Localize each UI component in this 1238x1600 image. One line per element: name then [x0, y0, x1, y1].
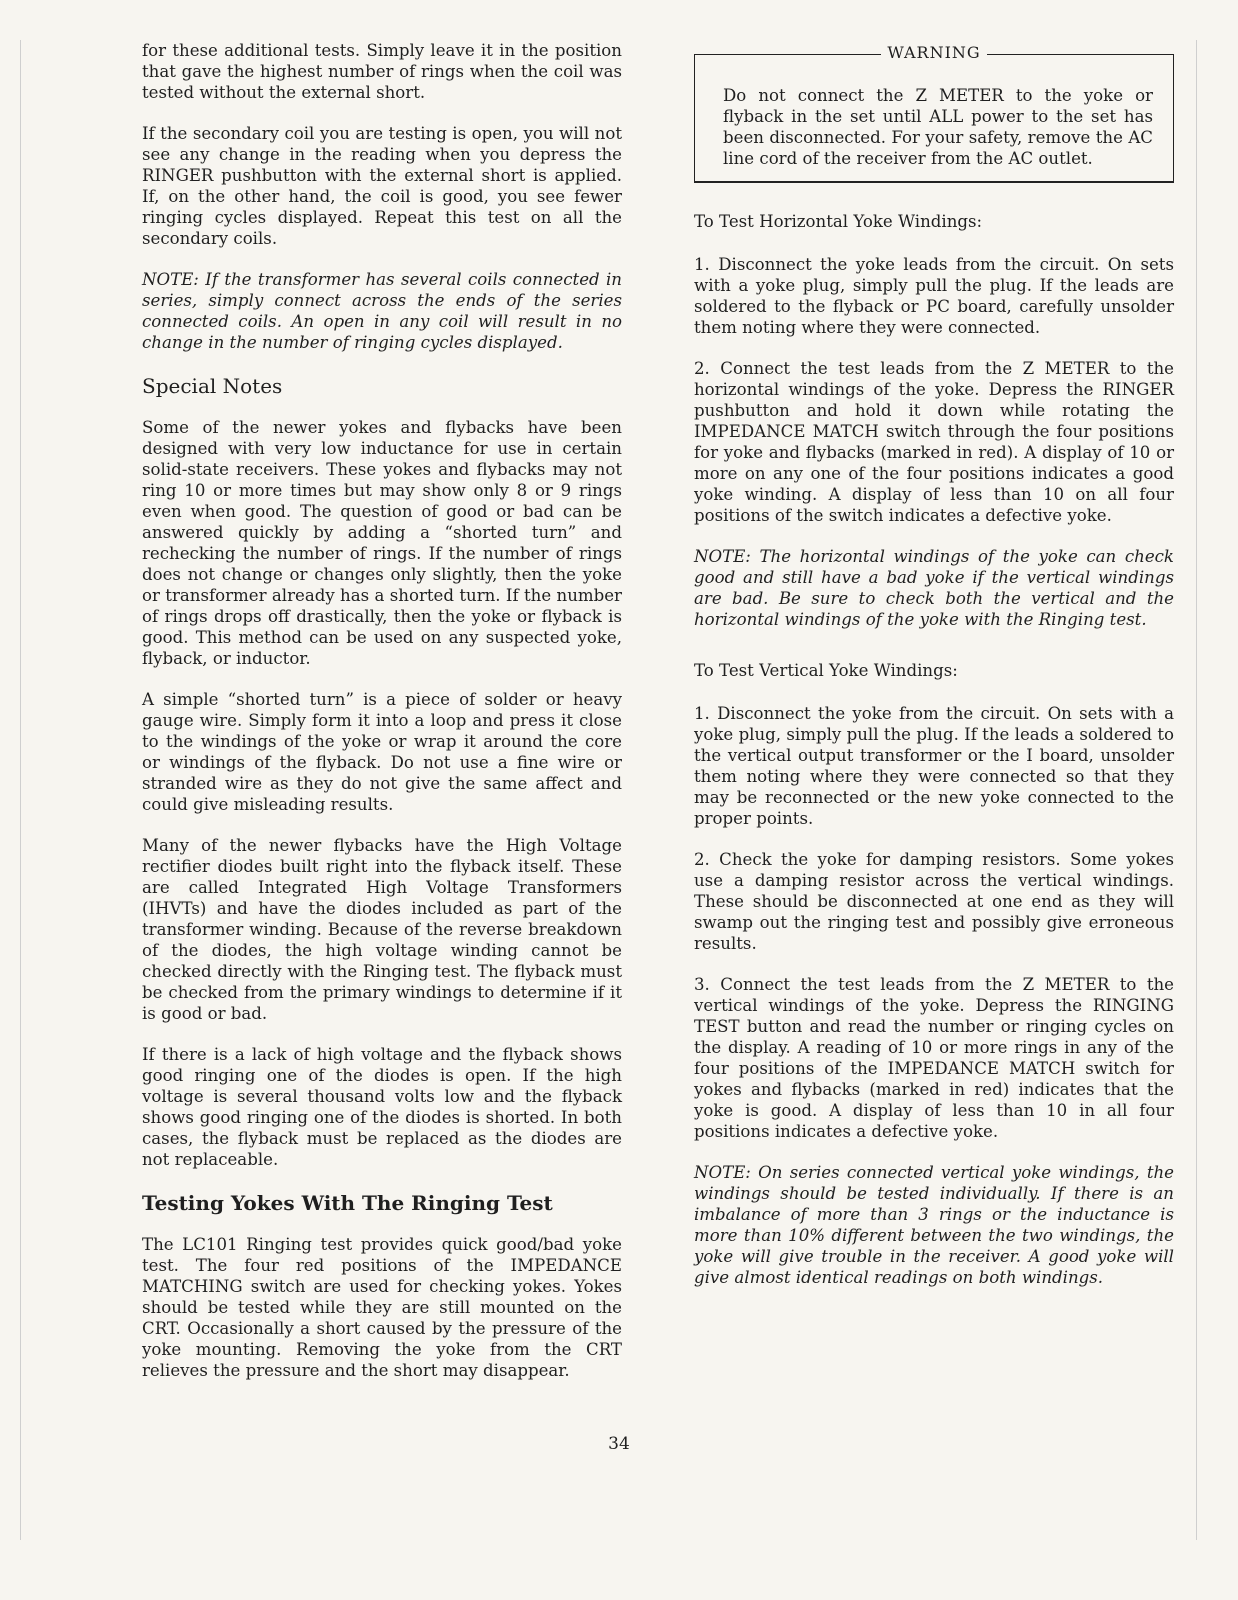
paragraph: Many of the newer flybacks have the High Voltage rectifier diodes built right into the flyback itself. These are called Integrated High Voltage Transformers (IHVTs) and have the diodes included as part of the transformer winding. Because of the reverse breakdown of the diodes, the high voltage winding cannot be checked directly with the Ringing test. The flyback must be checked from the primary windings to determine if it is good or bad.	[142, 836, 622, 1023]
note-paragraph: NOTE: On series connected vertical yoke windings, the windings should be tested individually. If there is an imbalance of more than 3 rings or the inductance is more than 10% different between the two windings, the yoke will give trouble in the receiver. A good yoke will give almost identical readings on both windings.	[694, 1163, 1174, 1287]
note-paragraph: NOTE: If the transformer has several coils connected in series, simply connect across the ends of the series connected coils. An open in any coil will result in no change in the number of ringing cycles displayed.	[142, 270, 622, 352]
warning-text: Do not connect the Z METER to the yoke or flyback in the set until ALL power to the set has been disconnected. For your safety, remove the AC line cord of the receiver from the AC outlet.	[723, 86, 1153, 168]
section-heading-testing-yokes: Testing Yokes With The Ringing Test	[142, 1191, 553, 1215]
section-heading-special-notes: Special Notes	[142, 374, 283, 398]
warning-box	[694, 43, 1174, 183]
step-paragraph: 2. Check the yoke for damping resistors. Some yokes use a damping resistor across the vertical windings. These should be disconnected at one end as they will swamp out the ringing test and possibly give erroneous results.	[694, 850, 1174, 953]
paragraph: Some of the newer yokes and flybacks have been designed with very low inductance for use in certain solid-state receivers. These yokes and flybacks may not ring 10 or more times but may show only 8 or 9 rings even when good. The question of good or bad can be answered quickly by adding a “shorted turn” and rechecking the number of rings. If the number of rings does not change or changes only slightly, then the yoke or transformer already has a shorted turn. If the number of rings drops off drastically, then the yoke or flyback is good. This method can be used on any suspected yoke, flyback, or inductor.	[142, 418, 622, 668]
step-paragraph: 2. Connect the test leads from the Z METER to the horizontal windings of the yoke. Depress the RINGER pushbutton and hold it down while rotating the IMPEDANCE MATCH switch through the four positions for yoke and flybacks (marked in red). A display of 10 or more on any one of the four positions indicates a good yoke winding. A display of less than 10 on all four positions of the switch indicates a defective yoke.	[694, 359, 1174, 525]
subheading-horizontal: To Test Horizontal Yoke Windings:	[694, 212, 983, 231]
scan-edge-left	[20, 40, 21, 1540]
paragraph: The LC101 Ringing test provides quick good/bad yoke test. The four red positions of the IMPEDANCE MATCHING switch are used for checking yokes. Yokes should be tested while they are still mounted on the CRT. Occasionally a short caused by the pressure of the yoke mounting. Removing the yoke from the CRT relieves the pressure and the short may disappear.	[142, 1235, 622, 1380]
step-paragraph: 3. Connect the test leads from the Z METER to the vertical windings of the yoke. Depress the RINGING TEST button and read the number or ringing cycles on the display. A reading of 10 or more rings in any of the four positions of the IMPEDANCE MATCH switch for yokes and flybacks (marked in red) indicates that the yoke is good. A display of less than 10 in all four positions indicates a defective yoke.	[694, 975, 1174, 1141]
page-number: 34	[608, 1434, 630, 1454]
scan-edge-right	[1196, 40, 1197, 1540]
left-column	[142, 40, 622, 1401]
paragraph: If the secondary coil you are testing is open, you will not see any change in the reading when you depress the RINGER pushbutton with the external short is applied. If, on the other hand, the coil is good, you see fewer ringing cycles displayed. Repeat this test on all the secondary coils.	[142, 124, 622, 248]
paragraph: for these additional tests. Simply leave it in the position that gave the highest number of rings when the coil was tested without the external short.	[142, 41, 622, 102]
right-column	[694, 40, 1174, 1308]
subheading-vertical: To Test Vertical Yoke Windings:	[694, 661, 958, 680]
paragraph: A simple “shorted turn” is a piece of solder or heavy gauge wire. Simply form it into a loop and press it close to the windings of the yoke or wrap it around the core or windings of the flyback. Do not use a fine wire or stranded wire as they do not give the same affect and could give misleading results.	[142, 690, 622, 814]
paragraph: If there is a lack of high voltage and the flyback shows good ringing one of the diodes is open. If the high voltage is several thousand volts low and the flyback shows good ringing one of the diodes is shorted. In both cases, the flyback must be replaced as the diodes are not replaceable.	[142, 1045, 622, 1169]
step-paragraph: 1. Disconnect the yoke from the circuit. On sets with a yoke plug, simply pull the plug. If the leads a soldered to the vertical output transformer or the I board, unsolder them noting where they were connected so that they may be reconnected or the new yoke connected to the proper points.	[694, 704, 1174, 828]
step-paragraph: 1. Disconnect the yoke leads from the circuit. On sets with a yoke plug, simply pull the plug. If the leads are soldered to the flyback or PC board, carefully unsolder them noting where they were connected.	[694, 255, 1174, 337]
warning-title: WARNING	[881, 43, 986, 62]
note-paragraph: NOTE: The horizontal windings of the yoke can check good and still have a bad yoke if the vertical windings are bad. Be sure to check both the vertical and the horizontal windings of the yoke with the Ringing test.	[694, 547, 1174, 629]
